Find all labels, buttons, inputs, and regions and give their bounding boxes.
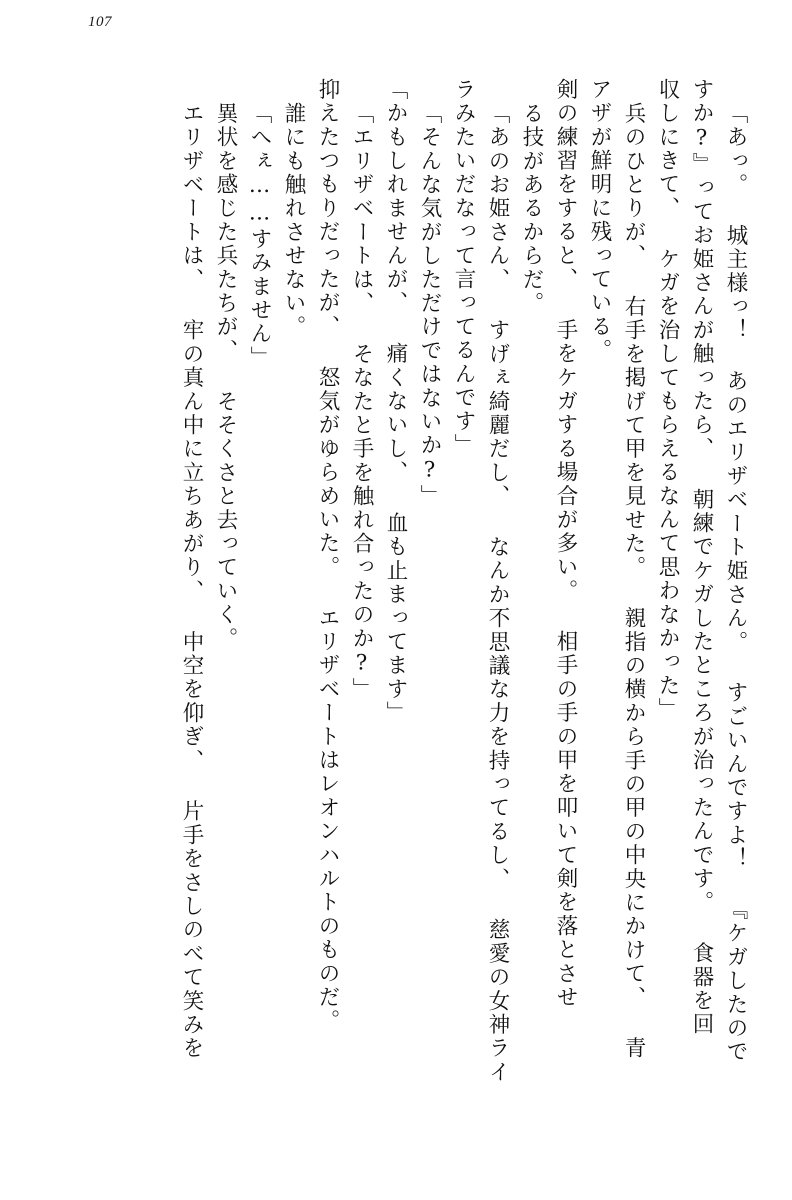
text-column: 「かもしれませんが、 痛くないし、 血も止まってます」	[383, 78, 408, 725]
text-column: 「あっ。 城主様っ！ あのエリザベート姫さん。 すごいんですよ！ 『ケガしたので	[723, 102, 748, 1064]
text-column: すか?』ってお姫さんが触ったら、 朝練でケガしたところが治ったんです。 食器を回	[689, 78, 714, 1037]
text-column: 「あのお姫さん、 すげぇ綺麗だし、 なんか不思議な力を持ってるし、 慈愛の女神ライ	[485, 102, 510, 1085]
text-column: 異状を感じた兵たちが、 そそくさと去っていく。	[213, 102, 238, 651]
text-column: 「エリザベートは、 そなたと手を触れ合ったのか?」	[349, 102, 374, 702]
text-column: る技があるからだ。	[519, 102, 544, 316]
vertical-text-block	[70, 78, 746, 1160]
text-column: 剣の練習をすると、 手をケガする場合が多い。 相手の手の甲を叩いて剣を落とさせ	[553, 78, 578, 1010]
page-number: 107	[88, 14, 112, 30]
text-column: 兵のひとりが、 右手を掲げて甲を見せた。 親指の横から手の甲の中央にかけて、 青	[621, 102, 646, 1061]
text-column: エリザベートは、 牢の真ん中に立ちあがり、 中空を仰ぎ、 片手をさしのべて笑みを	[179, 102, 204, 1061]
text-column: ラみたいだなって言ってるんです」	[451, 78, 476, 458]
text-column: アザが鮮明に残っている。	[587, 78, 612, 363]
text-column: 「そんな気がしただけではないか?」	[417, 102, 442, 509]
text-column: 「へぇ……すみません」	[247, 102, 272, 370]
text-column: 収しにきて、 ケガを治してもらえるなんて思わなかった」	[655, 78, 680, 722]
text-column: 抑えたつもりだったが、 怒気がゆらめいた。 エリザベートはレオンハルトのものだ。	[315, 78, 340, 1033]
text-column: 誰にも触れさせない。	[281, 102, 306, 339]
